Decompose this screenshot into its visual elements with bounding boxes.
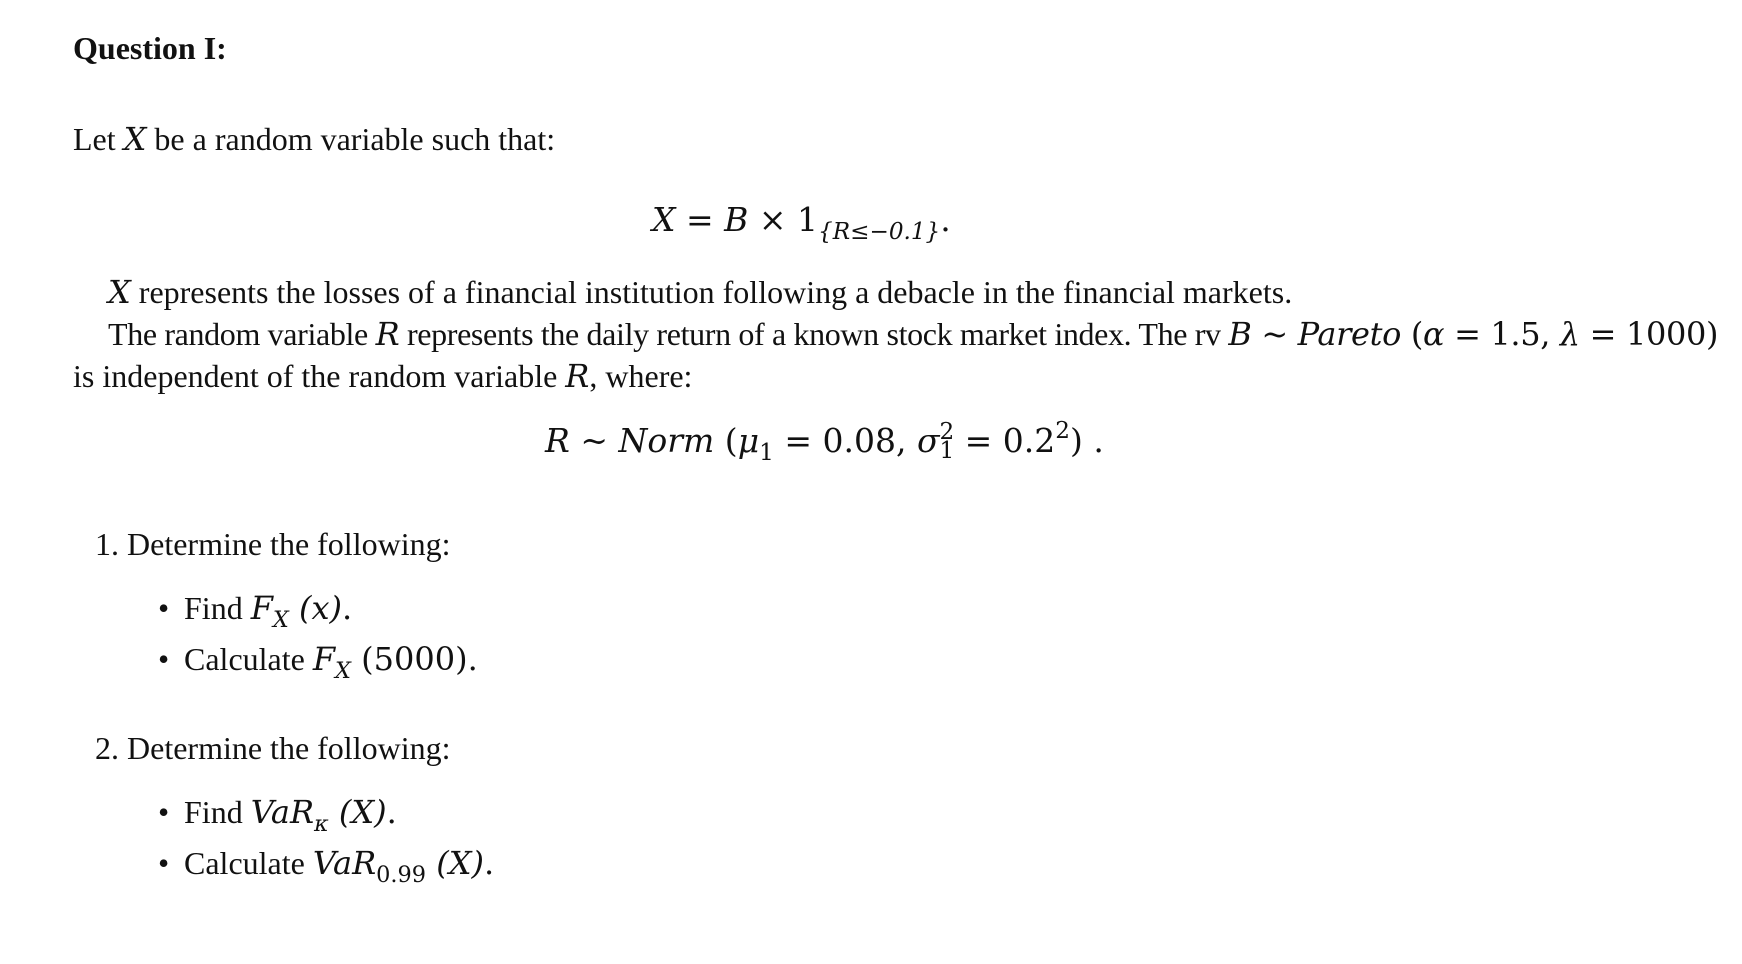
item-function: VaR xyxy=(312,844,377,882)
paragraph-line-2 xyxy=(108,315,1719,353)
line2-distribution: Pareto xyxy=(1297,315,1402,353)
eq2-distribution: Norm xyxy=(618,421,715,460)
subquestion-2-label: 2. Determine the following: xyxy=(95,730,451,766)
item-function: F xyxy=(250,589,273,627)
line1-text: represents the losses of a financial institution following a debacle in the financial markets. xyxy=(130,274,1293,310)
item-argument: (5000) xyxy=(350,640,468,678)
eq2-sigma-value: = 0.2 xyxy=(954,421,1056,460)
eq1-b: B xyxy=(724,200,749,239)
subquestion-2-item-2 xyxy=(158,844,495,888)
item-argument: (X) xyxy=(426,844,484,882)
eq2-r: R xyxy=(545,421,570,460)
line2-alpha: α xyxy=(1423,315,1445,353)
eq2-close: ) xyxy=(1070,421,1083,460)
eq1-indicator: 1 xyxy=(797,200,819,239)
eq2-sigma: σ xyxy=(916,421,940,460)
line2-lambda: λ xyxy=(1559,315,1580,353)
line3-variable-r: R xyxy=(565,357,590,395)
item-pre: Find xyxy=(184,794,251,830)
eq2-open: ( xyxy=(714,421,738,460)
item-end: . xyxy=(386,793,397,831)
eq2-mu-subscript: 1 xyxy=(759,440,774,467)
question-title: Question I: xyxy=(73,30,227,66)
eq2-tilde: ~ xyxy=(569,421,619,460)
item-pre: Calculate xyxy=(184,641,313,677)
item-function-subscript: X xyxy=(272,606,289,633)
eq2-mu-value: = 0.08, xyxy=(773,421,917,460)
subquestion-2-item-1 xyxy=(158,793,397,837)
item-pre: Calculate xyxy=(184,845,313,881)
intro-sentence xyxy=(73,120,556,158)
eq1-end: . xyxy=(940,200,951,239)
line2-alpha-value: = 1.5, xyxy=(1444,315,1560,353)
item-end: . xyxy=(483,844,495,882)
eq2-end: . xyxy=(1082,421,1104,460)
line2-pre: The random variable xyxy=(108,316,376,352)
intro-pre: Let xyxy=(73,121,124,157)
equation-r-distribution xyxy=(545,418,1104,467)
bullet-icon: • xyxy=(158,845,170,881)
line2-variable-r: R xyxy=(375,315,400,353)
line2-lambda-value: = 1000) xyxy=(1579,315,1719,353)
eq1-indicator-subscript: {R≤−0.1} xyxy=(818,219,941,246)
item-argument: (X) xyxy=(328,793,387,831)
bullet-icon: • xyxy=(158,590,170,626)
eq1-lhs: X xyxy=(652,200,676,239)
item-argument: (x) xyxy=(288,589,343,627)
item-function-subscript: X xyxy=(335,657,351,684)
paragraph-line-1 xyxy=(108,273,1293,311)
equation-x-definition xyxy=(652,200,951,246)
eq2-mu: μ xyxy=(737,421,760,460)
item-function-subscript: 0.99 xyxy=(376,861,427,888)
subquestion-1-item-2 xyxy=(158,640,478,684)
item-end: . xyxy=(467,640,478,678)
item-function: VaR xyxy=(250,793,315,831)
eq2-sigma-indices xyxy=(939,418,955,465)
line3-pre: is independent of the random variable xyxy=(73,358,566,394)
line2-variable-b: B xyxy=(1228,315,1252,353)
subquestion-1-item-1 xyxy=(158,589,353,633)
eq1-times: × xyxy=(748,200,798,239)
item-pre: Find xyxy=(184,590,251,626)
line2-tilde: ~ xyxy=(1251,315,1298,353)
intro-post: be a random variable such that: xyxy=(146,121,556,157)
line1-variable-x: X xyxy=(108,273,131,311)
item-function-subscript: κ xyxy=(314,810,329,837)
line2-mid: represents the daily return of a known stock market index. The rv xyxy=(399,316,1229,352)
eq2-sigma-subscript: 1 xyxy=(939,438,955,465)
item-function: F xyxy=(312,640,336,678)
intro-variable-x: X xyxy=(123,120,147,158)
bullet-icon: • xyxy=(158,641,170,677)
eq2-square: 2 xyxy=(1055,418,1070,445)
line2-params-open: ( xyxy=(1401,315,1424,353)
bullet-icon: • xyxy=(158,794,170,830)
eq1-equals: = xyxy=(675,200,725,239)
line3-post: , where: xyxy=(589,358,693,394)
item-end: . xyxy=(342,589,353,627)
eq2-sigma-superscript: 2 xyxy=(939,418,955,445)
paragraph-line-3 xyxy=(73,357,693,395)
subquestion-1-label: 1. Determine the following: xyxy=(95,526,451,562)
